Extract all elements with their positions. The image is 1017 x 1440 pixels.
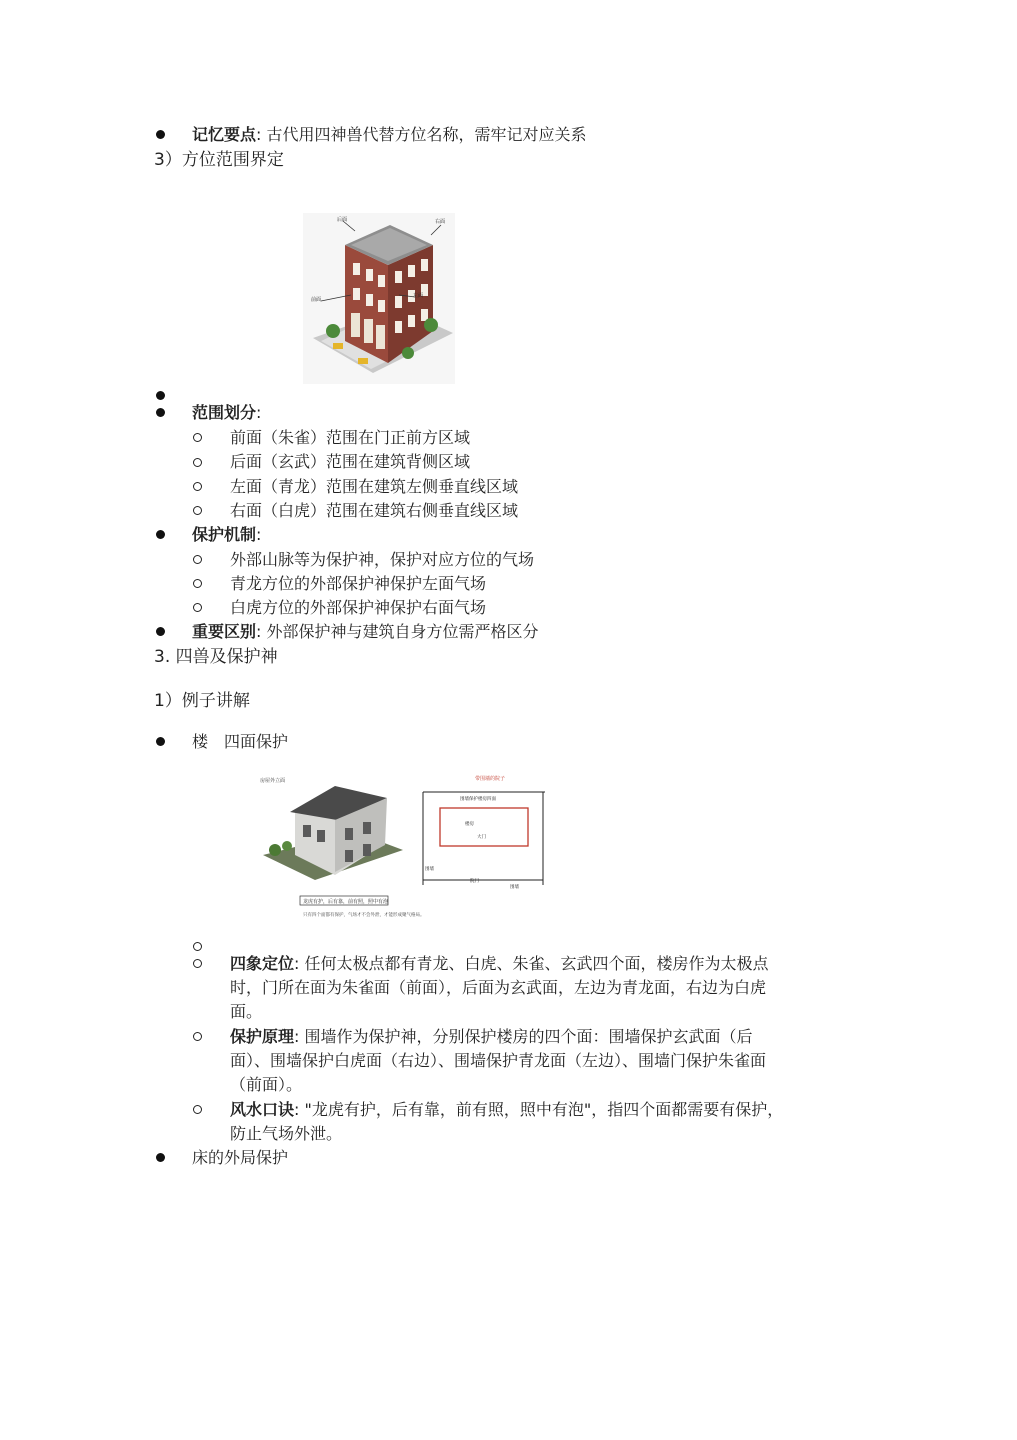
protect-item: 外部山脉等为保护神，保护对应方位的气场: [230, 550, 535, 569]
diagram-label-door: 大门: [477, 835, 486, 840]
sub-bullet-ring: [193, 433, 202, 442]
section-heading: 3）方位范围界定: [154, 150, 284, 170]
range-heading: 范围划分:: [192, 403, 262, 422]
label-front: 前面: [311, 297, 322, 303]
label-right: 右面: [435, 219, 446, 225]
diagram-label-wall-left: 围墙: [425, 867, 434, 872]
protect-heading: 保护机制:: [192, 525, 262, 544]
important-text: 外部保护神与建筑自身方位需严格区分: [266, 622, 539, 641]
diagram-label-gate: 院门: [470, 879, 479, 884]
bullet-dot: [156, 737, 165, 746]
sub-item-label: 保护原理: [230, 1027, 295, 1046]
important-point: 重要区别: 外部保护神与建筑自身方位需严格区分: [192, 622, 539, 641]
sub-bullet-ring: [193, 1032, 202, 1041]
label-left: 左面: [413, 293, 424, 299]
range-item: 后面（玄武）范围在建筑背侧区域: [230, 452, 471, 471]
sub-item-line: 四象定位: 任何太极点都有青龙、白虎、朱雀、玄武四个面，楼房作为太极点: [230, 954, 769, 973]
sub-item-line: 保护原理: 围墙作为保护神，分别保护楼房的四个面：围墙保护玄武面（后: [230, 1027, 753, 1046]
sub-bullet-ring: [193, 458, 202, 467]
label-back: 后面: [337, 217, 348, 223]
sub-bullet-ring: [193, 506, 202, 515]
range-label: 范围划分: [192, 403, 257, 422]
memory-text: 古代用四神兽代替方位名称，需牢记对应关系: [266, 125, 587, 144]
range-item: 右面（白虎）范围在建筑右侧垂直线区域: [230, 501, 519, 520]
sub-bullet-ring: [193, 1105, 202, 1114]
sub-item-label: 风水口诀: [230, 1100, 295, 1119]
sub-item-line: 防止气场外泄。: [230, 1124, 343, 1143]
sub-item-line: （前面）。: [230, 1075, 303, 1094]
range-item: 前面（朱雀）范围在门正前方区域: [230, 428, 471, 447]
building-image: [303, 213, 455, 384]
chapter-heading: 3. 四兽及保护神: [154, 647, 278, 667]
sub-bullet-ring: [193, 959, 202, 968]
sub-item-line: 面）、围墙保护白虎面（右边）、围墙保护青龙面（左边）、围墙门保护朱雀面: [230, 1051, 767, 1070]
bullet-dot: [156, 130, 165, 139]
bullet-dot: [156, 391, 165, 400]
building-bullet: 楼 四面保护: [192, 732, 289, 751]
house-caption: 房屋外立面: [260, 778, 286, 784]
protect-item: 青龙方位的外部保护神保护左面气场: [230, 574, 487, 593]
footnote-text: 只有四个面都有保护，气场才不会外泄，才能形成聚气格局。: [303, 913, 425, 918]
range-item: 左面（青龙）范围在建筑左侧垂直线区域: [230, 477, 519, 496]
example-heading: 1）例子讲解: [154, 691, 250, 711]
bullet-dot: [156, 627, 165, 636]
memory-point: 记忆要点: 古代用四神兽代替方位名称，需牢记对应关系: [192, 125, 587, 144]
sub-item-label: 四象定位: [230, 954, 295, 973]
sub-item-line: 面。: [230, 1002, 263, 1021]
protect-item: 白虎方位的外部保护神保护右面气场: [230, 598, 487, 617]
sub-bullet-ring: [193, 555, 202, 564]
sub-bullet-ring: [193, 603, 202, 612]
sub-item-line: 风水口诀: "龙虎有护，后有靠，前有照，照中有泡"，指四个面都需要有保护，: [230, 1100, 784, 1119]
bed-bullet: 床的外局保护: [192, 1148, 289, 1167]
caption-box-text: 龙虎有护，后有靠，前有照，照中有泡: [303, 899, 389, 905]
sub-bullet-ring: [193, 482, 202, 491]
diagram-label-top: 围墙保护楼房四面: [460, 797, 496, 802]
diagram-label-wall-bottom: 围墙: [510, 885, 519, 890]
sub-item-line: 时，门所在面为朱雀面（前面），后面为玄武面，左边为青龙面，右边为白虎: [230, 978, 767, 997]
bullet-dot: [156, 408, 165, 417]
protect-label: 保护机制: [192, 525, 257, 544]
memory-label: 记忆要点: [192, 125, 257, 144]
bullet-dot: [156, 530, 165, 539]
diagram-title: 带围墙的院子: [474, 776, 506, 782]
four-sides-image: [255, 770, 545, 930]
sub-bullet-ring: [193, 579, 202, 588]
building-illustration: [303, 213, 455, 384]
sub-bullet-ring: [193, 942, 202, 951]
diagram-label-house: 楼房: [465, 822, 474, 827]
four-sides-illustration: [255, 770, 545, 930]
important-label: 重要区别: [192, 622, 257, 641]
bullet-dot: [156, 1153, 165, 1162]
